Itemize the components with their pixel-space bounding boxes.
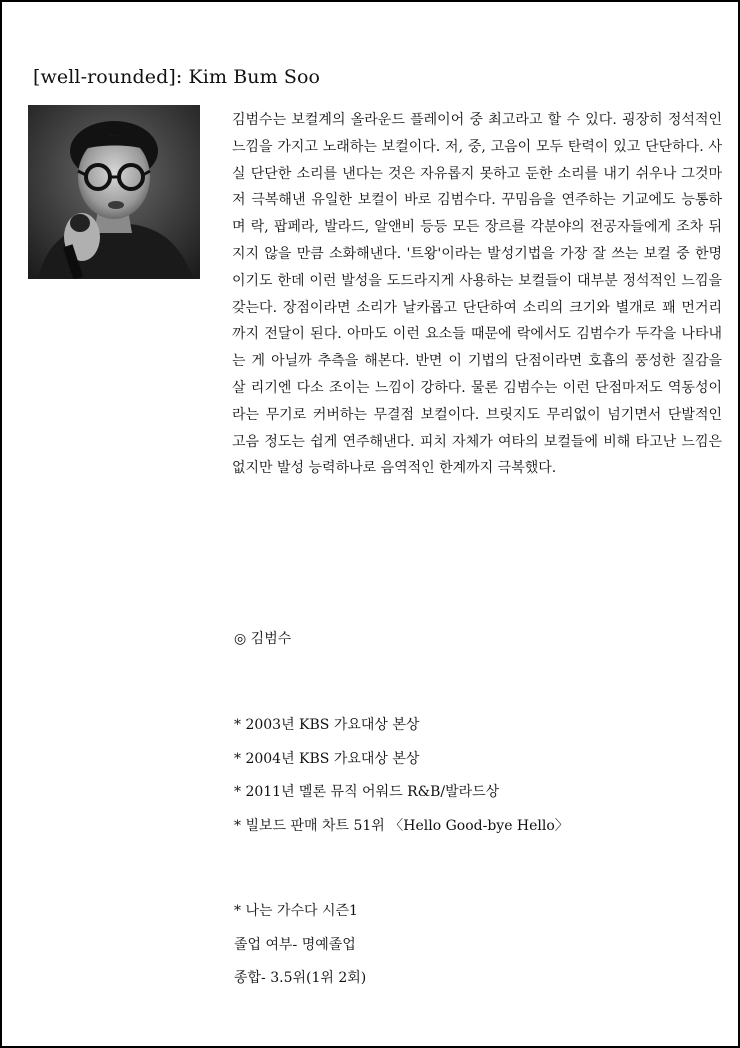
- list-item: * 빌보드 판매 차트 51위 〈Hello Good-bye Hello〉: [234, 818, 569, 835]
- list-item: * 2011년 멜론 뮤직 어워드 R&B/발라드상: [234, 784, 500, 801]
- body-text: 김범수는 보컬계의 올라운드 플레이어 중 최고라고 할 수 있다. 굉장히 정석적인 느낌을 가지고 노래하는 보컬이다. 저, 중, 고음이 모두 탄력이 있고 단단하다. 사실 단단한 소리를 낸다는 것은 자유롭지 못하고 둔한 소리를 내기 쉬우나 그것마저 극복해낸 유일한 보컬이 바로 김범수다. 꾸밈음을 연주하는 기교에도 능통하며 락, 팝페라, 발라드, 알앤비 등등 모든 장르를 각분야의 전공자들에게 조차 뒤지지 않을 만큼 소화해낸다. '트왕'이라는 발성기법을 가장 잘 쓰는 보컬 중 한명이기도 한데 이런 발성을 도드라지게 사용하는 보컬들이 대부분 정석적인 느낌을 갖는다. 장점이라면 소리가 날카롭고 단단하여 소리의 크기와 별개로 꽤 먼거리까지 전달이 된다. 아마도 이런 요소들 때문에 락에서도 김범수가 두각을 나타내는 게 아닐까 추측을 해본다. 반면 이 기법의 단점이라면 호흡의 풍성한 질감을 살 리기엔 다소 조이는 느낌이 강하다. 물론 김범수는 이런 단점마저도 역동성이라는 무기로 커버하는 무결점 보컬이다. 브릿지도 무리없이 넘기면서 단발적인 고음 정도는 쉽게 연주해낸다. 피치 자체가 여타의 보컬들에 비해 타고난 느낌은 없지만 발성 능력하나로 음역적인 한계까지 극복했다.: [232, 112, 722, 477]
- portrait-photo: [28, 105, 200, 279]
- list-item: * 나는 가수다 시즌1: [234, 903, 358, 919]
- list-item: 졸업 여부- 명예졸업: [234, 936, 356, 953]
- page-title: [well-rounded]: Kim Bum Soo: [33, 66, 321, 88]
- list-item: * 2003년 KBS 가요대상 본상: [234, 717, 420, 733]
- list-item: 종합- 3.5위(1위 2회): [234, 970, 367, 987]
- body-paragraph: [232, 107, 722, 482]
- list-item: * 2004년 KBS 가요대상 본상: [234, 750, 420, 767]
- section-heading: ◎ 김범수: [234, 631, 292, 647]
- awards-list: [234, 709, 569, 844]
- extra-list: [234, 895, 366, 996]
